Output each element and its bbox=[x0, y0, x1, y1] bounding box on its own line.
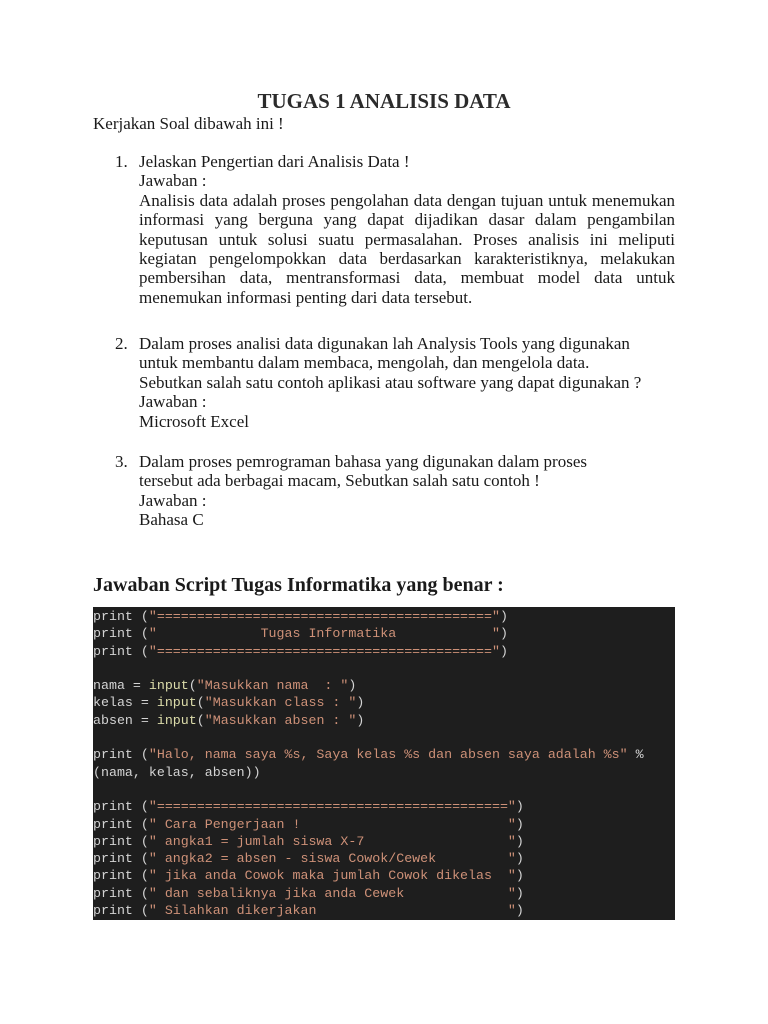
code-token: ) bbox=[515, 903, 524, 919]
code-token: print ( bbox=[93, 626, 149, 642]
code-token: print ( bbox=[93, 609, 149, 624]
answer-label: Jawaban : bbox=[139, 392, 207, 412]
code-string-token: " Cara Pengerjaan ! " bbox=[148, 816, 516, 832]
code-token: ) bbox=[515, 833, 524, 849]
code-line bbox=[93, 850, 675, 867]
answer-text: Analisis data adalah proses pengolahan data dengan tujuan untuk menemukan informasi yang berguna yang dapat dijadikan dasar dalam pengambilan keputusan untuk solusi suatu permasalahan. Proses analisis ini meliputi kegiatan pengelompokkan data berdasarkan karakteristiknya, melakukan pembersihan data, mentransformasi data, membuat model data untuk menemukan informasi penting dari data tersebut. bbox=[139, 190, 675, 307]
code-token: absen = bbox=[93, 712, 157, 728]
code-function-token: input bbox=[148, 678, 189, 694]
question-text-line: tersebut ada berbagai macam, Sebutkan salah satu contoh ! bbox=[139, 471, 540, 491]
code-blank-line bbox=[93, 781, 675, 798]
code-line bbox=[93, 867, 675, 884]
code-token: ) bbox=[356, 695, 365, 711]
code-line bbox=[93, 764, 675, 781]
code-token: ) bbox=[515, 851, 524, 867]
question-item-2 bbox=[93, 334, 675, 431]
code-token: ) bbox=[499, 643, 508, 659]
question-item-3 bbox=[93, 452, 675, 530]
answer-text: Bahasa C bbox=[139, 510, 204, 530]
code-token: ) bbox=[515, 816, 524, 832]
code-string-token: " angka2 = absen - siswa Cowok/Cewek " bbox=[148, 851, 516, 867]
code-function-token: input bbox=[156, 695, 197, 711]
code-token: ) bbox=[515, 868, 524, 884]
code-token: ( bbox=[196, 695, 205, 711]
code-blank-line bbox=[93, 729, 675, 746]
code-block bbox=[93, 607, 675, 920]
code-string-token: "==========================================" bbox=[148, 609, 500, 624]
question-text: Jelaskan Pengertian dari Analisis Data ! bbox=[139, 152, 410, 171]
question-number: 3. bbox=[115, 452, 128, 471]
code-token: ) bbox=[499, 609, 508, 624]
code-line bbox=[93, 816, 675, 833]
code-line bbox=[93, 712, 675, 729]
code-function-token: input bbox=[156, 712, 197, 728]
code-token: print ( bbox=[93, 903, 149, 919]
code-token: ( bbox=[188, 678, 197, 694]
code-token: ) bbox=[499, 626, 508, 642]
code-token: print ( bbox=[93, 885, 149, 901]
code-string-token: " jika anda Cowok maka jumlah Cowok dikelas " bbox=[148, 868, 516, 884]
code-line bbox=[93, 885, 675, 902]
code-line bbox=[93, 608, 675, 625]
code-blank-line bbox=[93, 660, 675, 677]
question-text-line: Dalam proses analisi data digunakan lah Analysis Tools yang digunakan bbox=[139, 334, 630, 353]
code-token: print ( bbox=[93, 868, 149, 884]
question-text-line: Sebutkan salah satu contoh aplikasi atau software yang dapat digunakan ? bbox=[139, 372, 642, 392]
question-text-line: Dalam proses pemrograman bahasa yang digunakan dalam proses bbox=[139, 452, 587, 471]
code-line bbox=[93, 625, 675, 642]
answer-label: Jawaban : bbox=[139, 171, 207, 191]
code-line bbox=[93, 902, 675, 919]
code-string-token: "Masukkan absen : " bbox=[204, 712, 357, 728]
code-token: print ( bbox=[93, 851, 149, 867]
question-number: 2. bbox=[115, 334, 128, 353]
code-token: ) bbox=[515, 799, 524, 815]
code-token: print ( bbox=[93, 747, 149, 763]
code-line bbox=[93, 746, 675, 763]
code-token: (nama, kelas, absen)) bbox=[93, 764, 261, 780]
code-token: % bbox=[627, 747, 644, 763]
code-string-token: " Silahkan dikerjakan " bbox=[148, 903, 516, 919]
code-token: kelas = bbox=[93, 695, 157, 711]
code-string-token: " Tugas Informatika " bbox=[148, 626, 500, 642]
code-token: ( bbox=[196, 712, 205, 728]
question-number: 1. bbox=[115, 152, 128, 171]
code-string-token: "Masukkan class : " bbox=[204, 695, 357, 711]
page-title: TUGAS 1 ANALISIS DATA bbox=[257, 89, 511, 113]
code-line bbox=[93, 643, 675, 660]
code-token: ) bbox=[348, 678, 357, 694]
code-string-token: " dan sebaliknya jika anda Cewek " bbox=[148, 885, 516, 901]
code-token: nama = bbox=[93, 678, 149, 694]
instruction-text: Kerjakan Soal dibawah ini ! bbox=[93, 114, 284, 133]
code-string-token: "Masukkan nama : " bbox=[196, 678, 349, 694]
code-token: print ( bbox=[93, 833, 149, 849]
question-text-line: untuk membantu dalam membaca, mengolah, dan mengelola data. bbox=[139, 353, 590, 373]
code-line bbox=[93, 677, 675, 694]
code-token: print ( bbox=[93, 799, 149, 815]
code-line bbox=[93, 833, 675, 850]
code-token: print ( bbox=[93, 816, 149, 832]
answer-label: Jawaban : bbox=[139, 490, 207, 510]
code-string-token: " angka1 = jumlah siswa X-7 " bbox=[148, 833, 516, 849]
code-string-token: "============================================" bbox=[148, 799, 516, 815]
code-token: ) bbox=[356, 712, 365, 728]
code-token: ) bbox=[515, 885, 524, 901]
code-section-heading: Jawaban Script Tugas Informatika yang benar : bbox=[93, 574, 504, 596]
code-token: print ( bbox=[93, 643, 149, 659]
answer-text: Microsoft Excel bbox=[139, 411, 249, 431]
code-line bbox=[93, 694, 675, 711]
code-string-token: "Halo, nama saya %s, Saya kelas %s dan absen saya adalah %s" bbox=[148, 747, 628, 763]
question-item-1 bbox=[93, 152, 675, 307]
code-string-token: "==========================================" bbox=[148, 643, 500, 659]
code-line bbox=[93, 798, 675, 815]
